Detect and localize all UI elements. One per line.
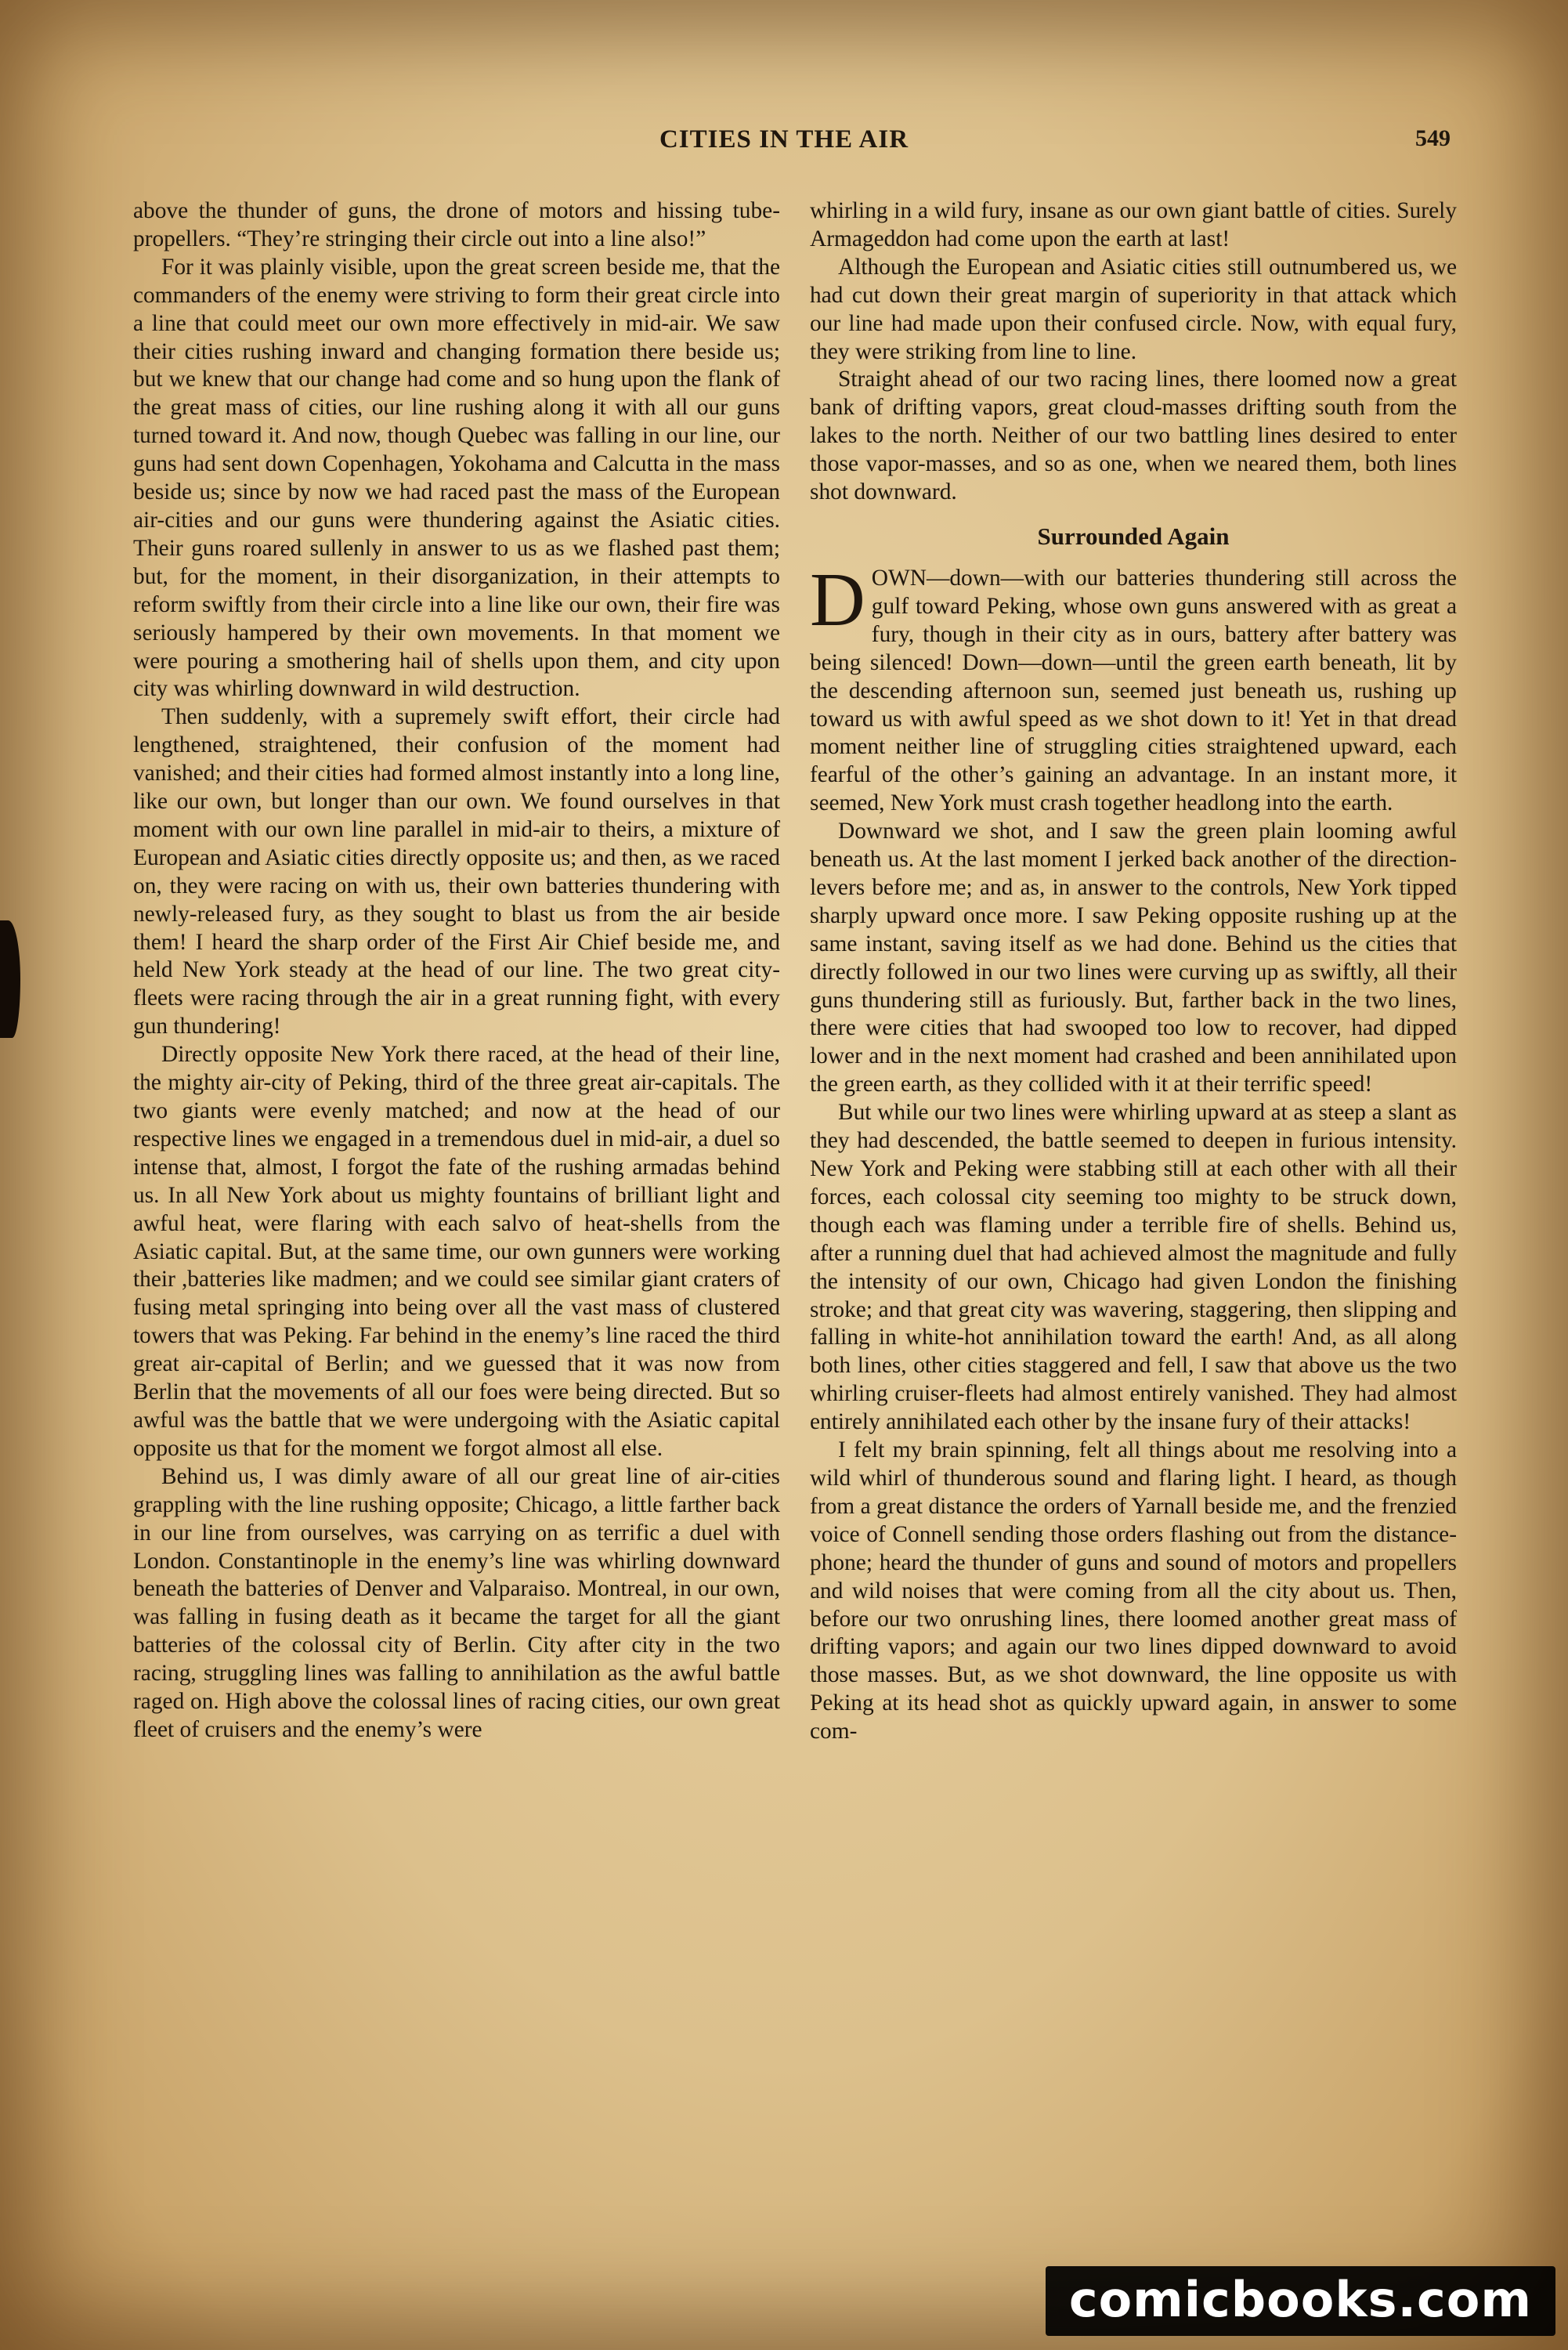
paragraph: Downward we shot, and I saw the green plain looming awful beneath us. At the last moment I jerked back another of the direction-levers before me; and as, in answer to the controls, New York tipped sharply upward once more. I saw Peking opposite rushing up at the same instant, saving itself as we had done. Behind us the cities that directly followed in our two lines were curving up as swiftly, all their guns thundering still as furiously. But, farther back in the two lines, there were cities that had swooped too low to recover, had dipped lower and in the next moment had crashed and been annihilated upon the green earth, as they collided with it at their terrific speed! (810, 819, 1457, 1097)
paragraph: For it was plainly visible, upon the great screen beside me, that the commanders of the enemy were striving to form their great circle into a line that could meet our own more effectively in mid-air. We saw their cities rushing inward and changing formation there beside us; but we knew that our change had come and so hung upon the flank of the great mass of cities, our line rushing along it with all our guns turned toward it. And now, though Quebec was falling in our line, our guns had sent down Copenhagen, Yokohama and Calcutta in the mass beside us; since by now we had raced past the mass of the European air-cities and our guns were thundering against the Asiatic cities. Their guns roared sullenly in answer to us as we flashed past them; but, for the moment, in their disorganization, in their attempts to reform swiftly from their circle into a line like our own, their fire was seriously hampered by their own movements. In that moment we were pouring a smothering hail of shells upon them, and city upon city was whirling downward in wild destruction. (133, 254, 780, 702)
left-column (133, 197, 780, 1744)
paragraph: Directly opposite New York there raced, at the head of their line, the mighty air-city of Peking, third of the three great air-capitals. The two giants were evenly matched; and now at the head of our respective lines we engaged in a tremendous duel in mid-air, a duel so intense that, almost, I forgot the fate of the rushing armadas behind us. In all New York about us mighty fountains of brilliant light and awful heat, were flaring with each salvo of heat-shells from the Asiatic capital. But, at the same time, our own gunners were working their ,batteries like madmen; and we could see similar giant craters of fusing metal springing into being over all the vast mass of clustered towers that was Peking. Far behind in the enemy’s line raced the third great air-capital of Berlin; and we guessed that it was now from Berlin that the movements of all our foes were being directed. But so awful was the battle that we were undergoing with the Asiatic capital opposite us that for the moment we forgot almost all else. (133, 1042, 780, 1461)
dropcap-paragraph (810, 557, 1457, 818)
section-heading: Surrounded Again (1037, 522, 1230, 550)
paragraph: Although the European and Asiatic cities still outnumbered us, we had cut down their great margin of superiority in that attack which our line had made upon their confused circle. Now, with equal fury, they were striking from line to line. (810, 254, 1457, 364)
page-tear (0, 920, 20, 1038)
paragraph: Straight ahead of our two racing lines, there loomed now a great bank of drifting vapors, great cloud-masses drifting south from the lakes to the north. Neither of our two battling lines desired to enter those vapor-masses, and so as one, when we neared them, both lines shot downward. (810, 367, 1457, 505)
paragraph: whirling in a wild fury, insane as our own giant battle of cities. Surely Armageddon had come upon the earth at last! (810, 198, 1457, 251)
paragraph: Behind us, I was dimly aware of all our great line of air-cities grappling with the line rushing opposite; Chicago, a little farther back in our line from ourselves, was carrying on as terrific a duel with London. Constantinople in the enemy’s line was whirling downward beneath the batteries of Denver and Valparaiso. Montreal, in our own, was falling in fusing death as it became the target for all the giant batteries of the colossal city of Berlin. City after city in the two racing, struggling lines was falling to annihilation as the awful battle raged on. High above the colossal lines of racing cities, our own great fleet of cruisers and the enemy’s were (133, 1463, 780, 1742)
right-column (810, 197, 1457, 1746)
page-number: 549 (1415, 125, 1451, 151)
paragraph: Then suddenly, with a supremely swift effort, their circle had lengthened, straightened, their confusion of the moment had vanished; and their cities had formed almost instantly into a long line, like our own, but longer than our own. We found ourselves in that moment with our own line parallel in mid-air to theirs, a mixture of European and Asiatic cities directly opposite us; and then, as we raced on, they were racing on with us, their own batteries thundering with newly-released fury, as they sought to blast us from the air beside them! I heard the sharp order of the First Air Chief beside me, and held New York steady at the head of our line. The two great city-fleets were racing through the air in a great running fight, with every gun thundering! (133, 704, 780, 1039)
running-title: CITIES IN THE AIR (659, 125, 909, 154)
source-watermark: comicbooks.com (1046, 2266, 1555, 2336)
page-header (117, 125, 1451, 160)
paragraph: above the thunder of guns, the drone of motors and hissing tube-propellers. “They’re stringing their circle out into a line also!” (133, 198, 780, 251)
paragraph: I felt my brain spinning, felt all things about me resolving into a wild whirl of thunderous sound and flaring light. I heard, as though from a great distance the orders of Yarnall beside me, and the frenzied voice of Connell sending those orders flashing out from the distance-phone; heard the thunder of guns and sound of motors and propellers and wild noises that were coming from all the city about us. Then, before our two onrushing lines, there loomed another great mass of drifting vapors; and again our two lines dipped downward to avoid those masses. But, as we shot downward, the line opposite us with Peking at its head shot as quickly upward again, in answer to some com- (810, 1437, 1457, 1744)
dropcap-paragraph-text: OWN—down—with our batteries thundering still across the gulf toward Peking, whose own guns answered with as great a fury, though in their city as in ours, battery after battery was being silenced! Down—down—until the green earth beneath, lit by the descending afternoon sun, seemed just beneath us, rushing up toward us with awful speed as we shot down to it! Yet in that dread moment neither line of struggling cities straightened upward, each fearful of the other’s gaining an advantage. In an instant more, it seemed, New York must crash together headlong into the earth. (810, 565, 1457, 816)
paragraph: But while our two lines were whirling upward at as steep a slant as they had descended, the battle seemed to deepen in furious intensity. New York and Peking were stabbing still at each other with all their forces, each colossal city seeming too mighty to be struck down, though each was flaming under a terrible fire of shells. Behind us, after a running duel that had achieved almost the magnitude and fully the intensity of our own, Chicago had given London the finishing stroke; and that great city was wavering, staggering, then slipping and falling in white-hot annihilation toward the earth! And, as all along both lines, other cities staggered and fell, I saw that above us the two whirling cruiser-fleets had almost entirely vanished. They had almost entirely annihilated each other by the insane fury of their attacks! (810, 1100, 1457, 1435)
dropcap-letter: D (810, 557, 865, 642)
